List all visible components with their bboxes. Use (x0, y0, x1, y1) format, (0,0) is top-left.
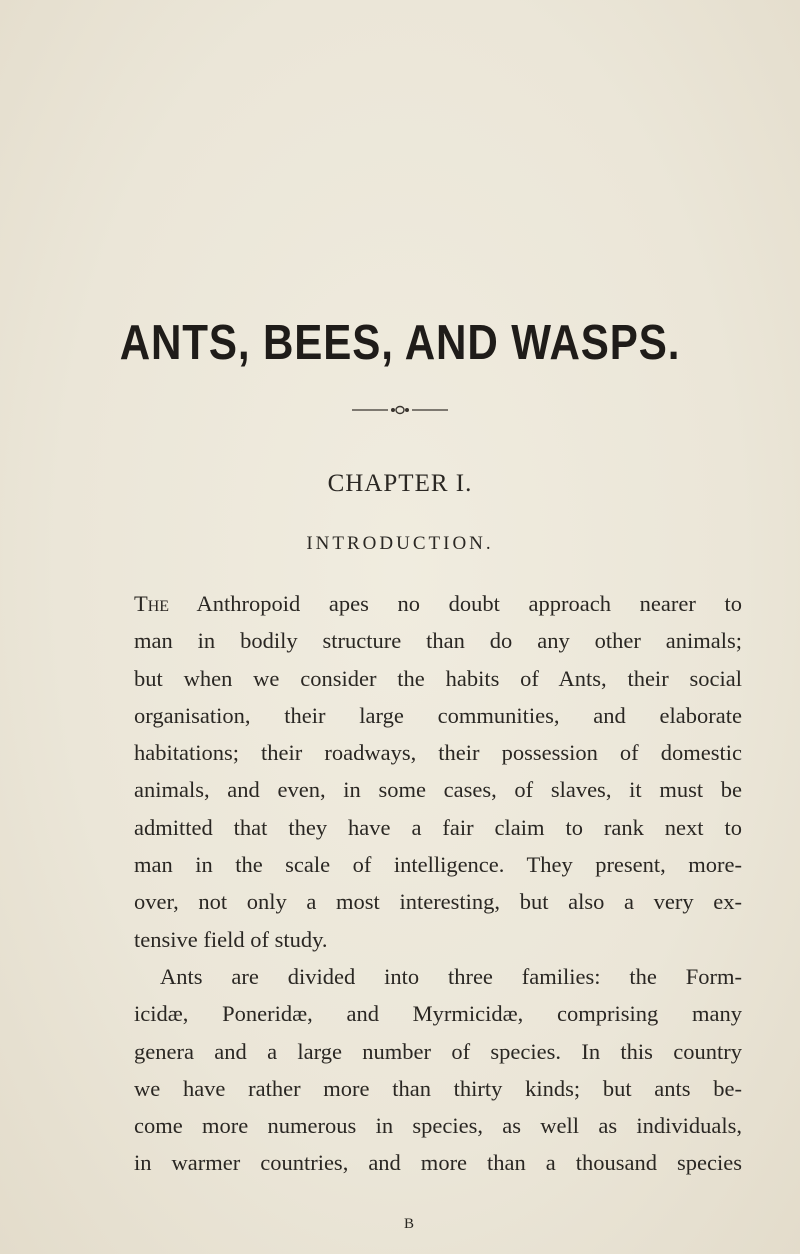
text-line: over, not only a most interesting, but also a very ex- (134, 889, 742, 915)
text-line: but when we consider the habits of Ants, their social (134, 665, 742, 691)
body-text (134, 585, 742, 1182)
text-line: organisation, their large communities, and elaborate (134, 702, 742, 728)
ornament-dot-right (405, 408, 409, 412)
text-line (134, 585, 742, 622)
signature-mark: B (403, 1216, 414, 1232)
text-line: genera and a large number of species. In this country (134, 1038, 742, 1064)
text-line: tensive field of study. (134, 926, 328, 952)
text-line: habitations; their roadways, their possession of domestic (134, 740, 742, 766)
section-heading: INTRODUCTION. (306, 533, 494, 554)
ornament-ring (396, 407, 404, 414)
ornament-dot-left (391, 408, 395, 412)
text-line: Ants are divided into three families: the Form- (160, 963, 742, 989)
ornament-divider (352, 404, 448, 416)
text-line: in warmer countries, and more than a thousand species (134, 1150, 742, 1176)
text-line: admitted that they have a fair claim to rank next to (134, 814, 742, 840)
text-line: animals, and even, in some cases, of slaves, it must be (134, 777, 742, 803)
text-line: icidæ, Poneridæ, and Myrmicidæ, comprising many (134, 1001, 742, 1027)
text-line: man in bodily structure than do any other animals; (134, 628, 742, 654)
line-text: Anthropoid apes no doubt approach nearer to (169, 591, 742, 616)
drop-word: The (134, 591, 170, 616)
chapter-heading: CHAPTER I. (327, 470, 473, 497)
text-line: man in the scale of intelligence. They present, more- (134, 852, 742, 878)
text-line: come more numerous in species, as well as individuals, (134, 1113, 742, 1139)
book-title: ANTS, BEES, AND WASPS. (119, 316, 681, 370)
text-line: we have rather more than thirty kinds; but ants be- (134, 1075, 742, 1101)
